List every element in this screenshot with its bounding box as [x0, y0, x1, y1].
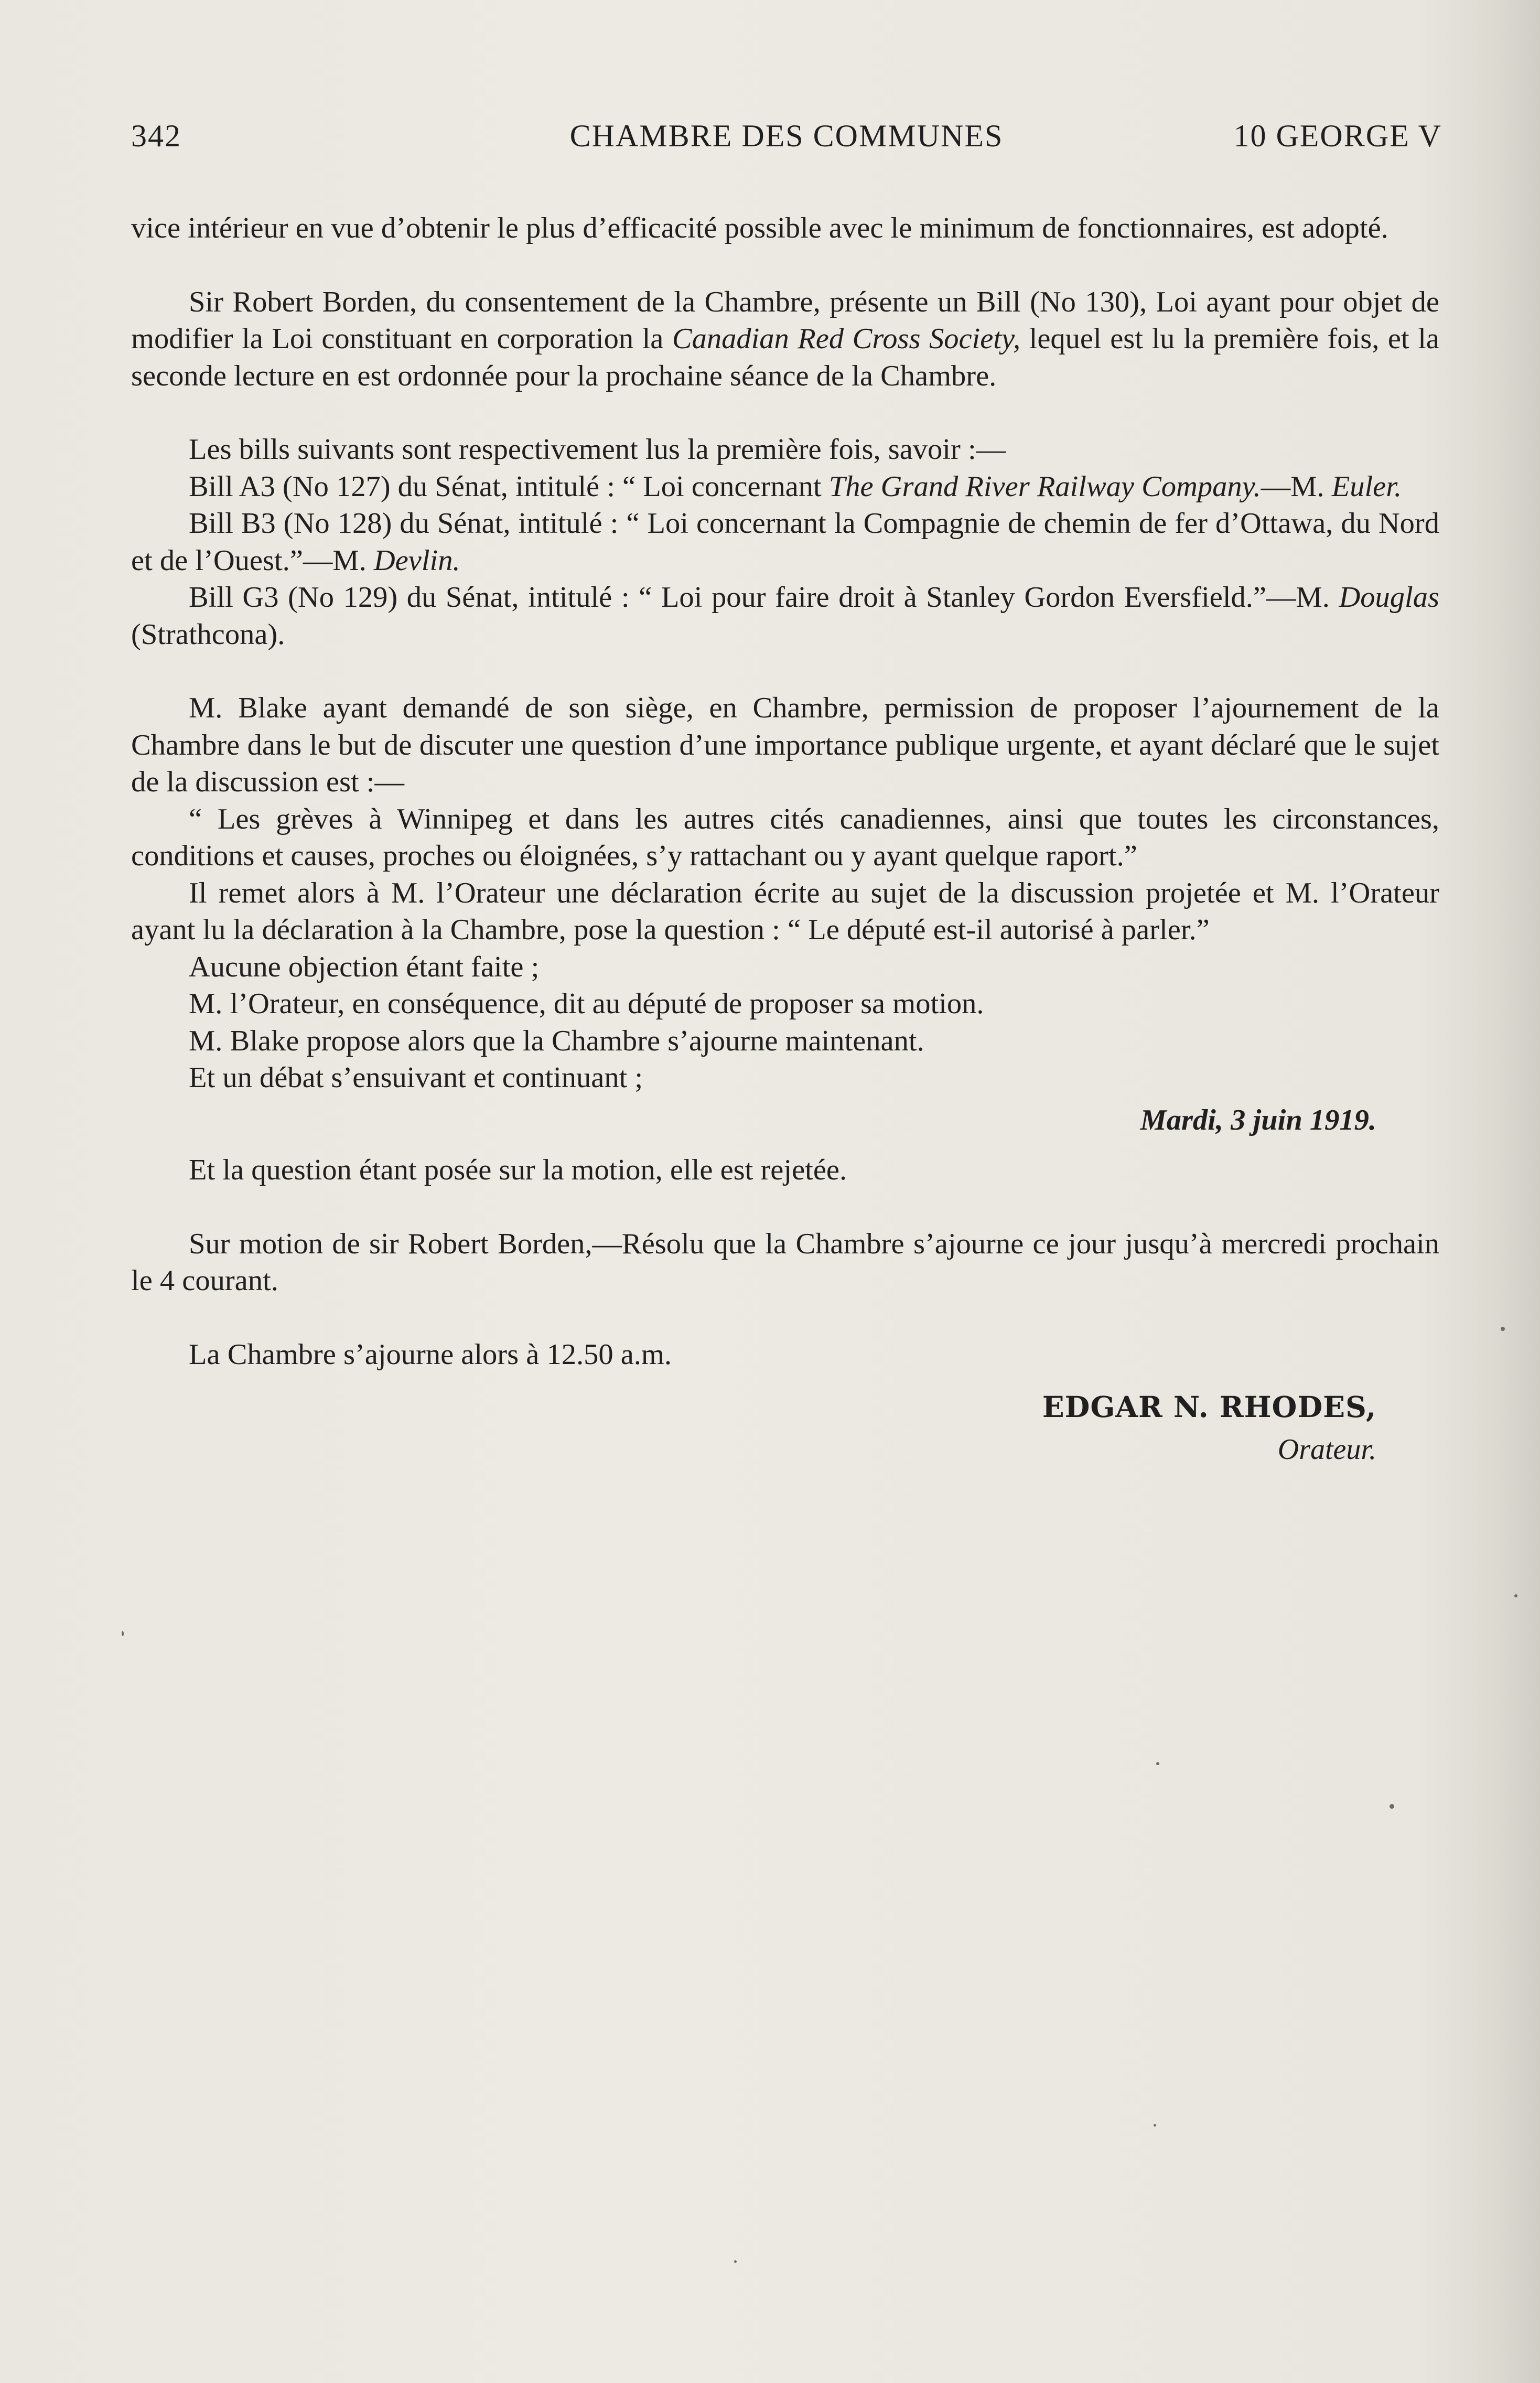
journal-body [131, 210, 1439, 1468]
paragraph-bill-b3 [131, 505, 1439, 579]
scan-speck [1154, 2124, 1156, 2127]
page-number: 342 [131, 119, 181, 153]
paragraph-bill-a3 [131, 468, 1439, 506]
paragraph-no-objection: Aucune objection étant faite ; [189, 950, 540, 983]
scan-speck [734, 2260, 737, 2263]
speaker-title: Orateur. [1277, 1433, 1376, 1466]
paragraph-adjourn-time: La Chambre s’ajourne alors à 12.50 a.m. [189, 1338, 672, 1371]
scan-speck [122, 1631, 124, 1636]
scan-speck [1390, 1804, 1394, 1809]
paragraph-continued: vice intérieur en vue d’obtenir le plus d’efficacité possible avec le minimum de fonctionnaires, est adopté. [131, 212, 1388, 244]
scan-speck [1156, 1762, 1159, 1765]
bill-130-text-b: lequel est lu la première fois, et la seconde lecture en est ordonnée pour la prochaine séance de la Chambre. [131, 323, 1439, 392]
date-line: Mardi, 3 juin 1919. [1140, 1103, 1376, 1136]
bill-a3-dash: —M. [1261, 470, 1332, 503]
paragraph-bill-130 [131, 284, 1439, 395]
bill-130-text-a: Sir Robert Borden, du consentement de la Chambre, présente un Bill (No 130), Loi ayant pour objet de modifier la Loi constituant en corporation la [131, 285, 1439, 355]
paragraph-blake-subject: “ Les grèves à Winnipeg et dans les autres cités canadiennes, ainsi que toutes les circonstances, conditions et causes, proches ou éloignées, s’y rattachant ou y ayant quelque raport.” [131, 802, 1439, 872]
bill-b3-text: Bill B3 (No 128) du Sénat, intitulé : “ Loi concernant la Compagnie de chemin de fer d’Ottawa, du Nord et de l’Ouest.”—M. [131, 507, 1439, 577]
paragraph-blake-declaration: Il remet alors à M. l’Orateur une déclaration écrite au sujet de la discussion projetée et M. l’Orateur ayant lu la déclaration à la Chambre, pose la question : “ Le député est-il autorisé à parler.” [131, 876, 1439, 946]
paragraph-blake-request: M. Blake ayant demandé de son siège, en Chambre, permission de proposer l’ajournement de la Chambre dans le but de discuter une question d’une importance publique urgente, et ayant déclaré que le sujet de la discussion est :— [131, 692, 1439, 798]
bill-b3-member: Devlin. [373, 544, 460, 577]
page-header [131, 118, 1442, 155]
speaker-name: EDGAR N. RHODES, [1042, 1390, 1376, 1424]
bill-g3-text: Bill G3 (No 129) du Sénat, intitulé : “ Loi pour faire droit à Stanley Gordon Eversfield.”—M. [189, 581, 1339, 614]
paragraph-bills-intro: Les bills suivants sont respectivement lus la première fois, savoir :— [189, 433, 1006, 466]
running-title: CHAMBRE DES COMMUNES [569, 119, 1004, 153]
bill-g3-member: Douglas [1339, 581, 1439, 614]
paragraph-debate: Et un débat s’ensuivant et continuant ; [189, 1061, 643, 1094]
scan-speck [1514, 1594, 1517, 1597]
bill-g3-riding: (Strathcona). [131, 618, 285, 651]
session-label: 10 GEORGE V [1233, 119, 1442, 153]
paragraph-bill-g3 [131, 579, 1439, 653]
paragraph-blake-motion: M. Blake propose alors que la Chambre s’ajourne maintenant. [189, 1024, 924, 1057]
signature-block [131, 1389, 1439, 1468]
paragraph-speaker-consequence: M. l’Orateur, en conséquence, dit au député de proposer sa motion. [189, 987, 984, 1020]
paragraph-rejected: Et la question étant posée sur la motion, elle est rejetée. [189, 1154, 847, 1186]
scan-speck [1501, 1327, 1505, 1331]
paragraph-adjourn-motion: Sur motion de sir Robert Borden,—Résolu que la Chambre s’ajourne ce jour jusqu’à mercredi prochain le 4 courant. [131, 1227, 1439, 1297]
bill-a3-company: The Grand River Railway Company. [828, 470, 1261, 503]
bill-a3-member: Euler. [1331, 470, 1402, 503]
bill-130-society-name: Canadian Red Cross Society, [672, 323, 1021, 355]
bill-a3-text: Bill A3 (No 127) du Sénat, intitulé : “ Loi concernant [189, 470, 829, 503]
